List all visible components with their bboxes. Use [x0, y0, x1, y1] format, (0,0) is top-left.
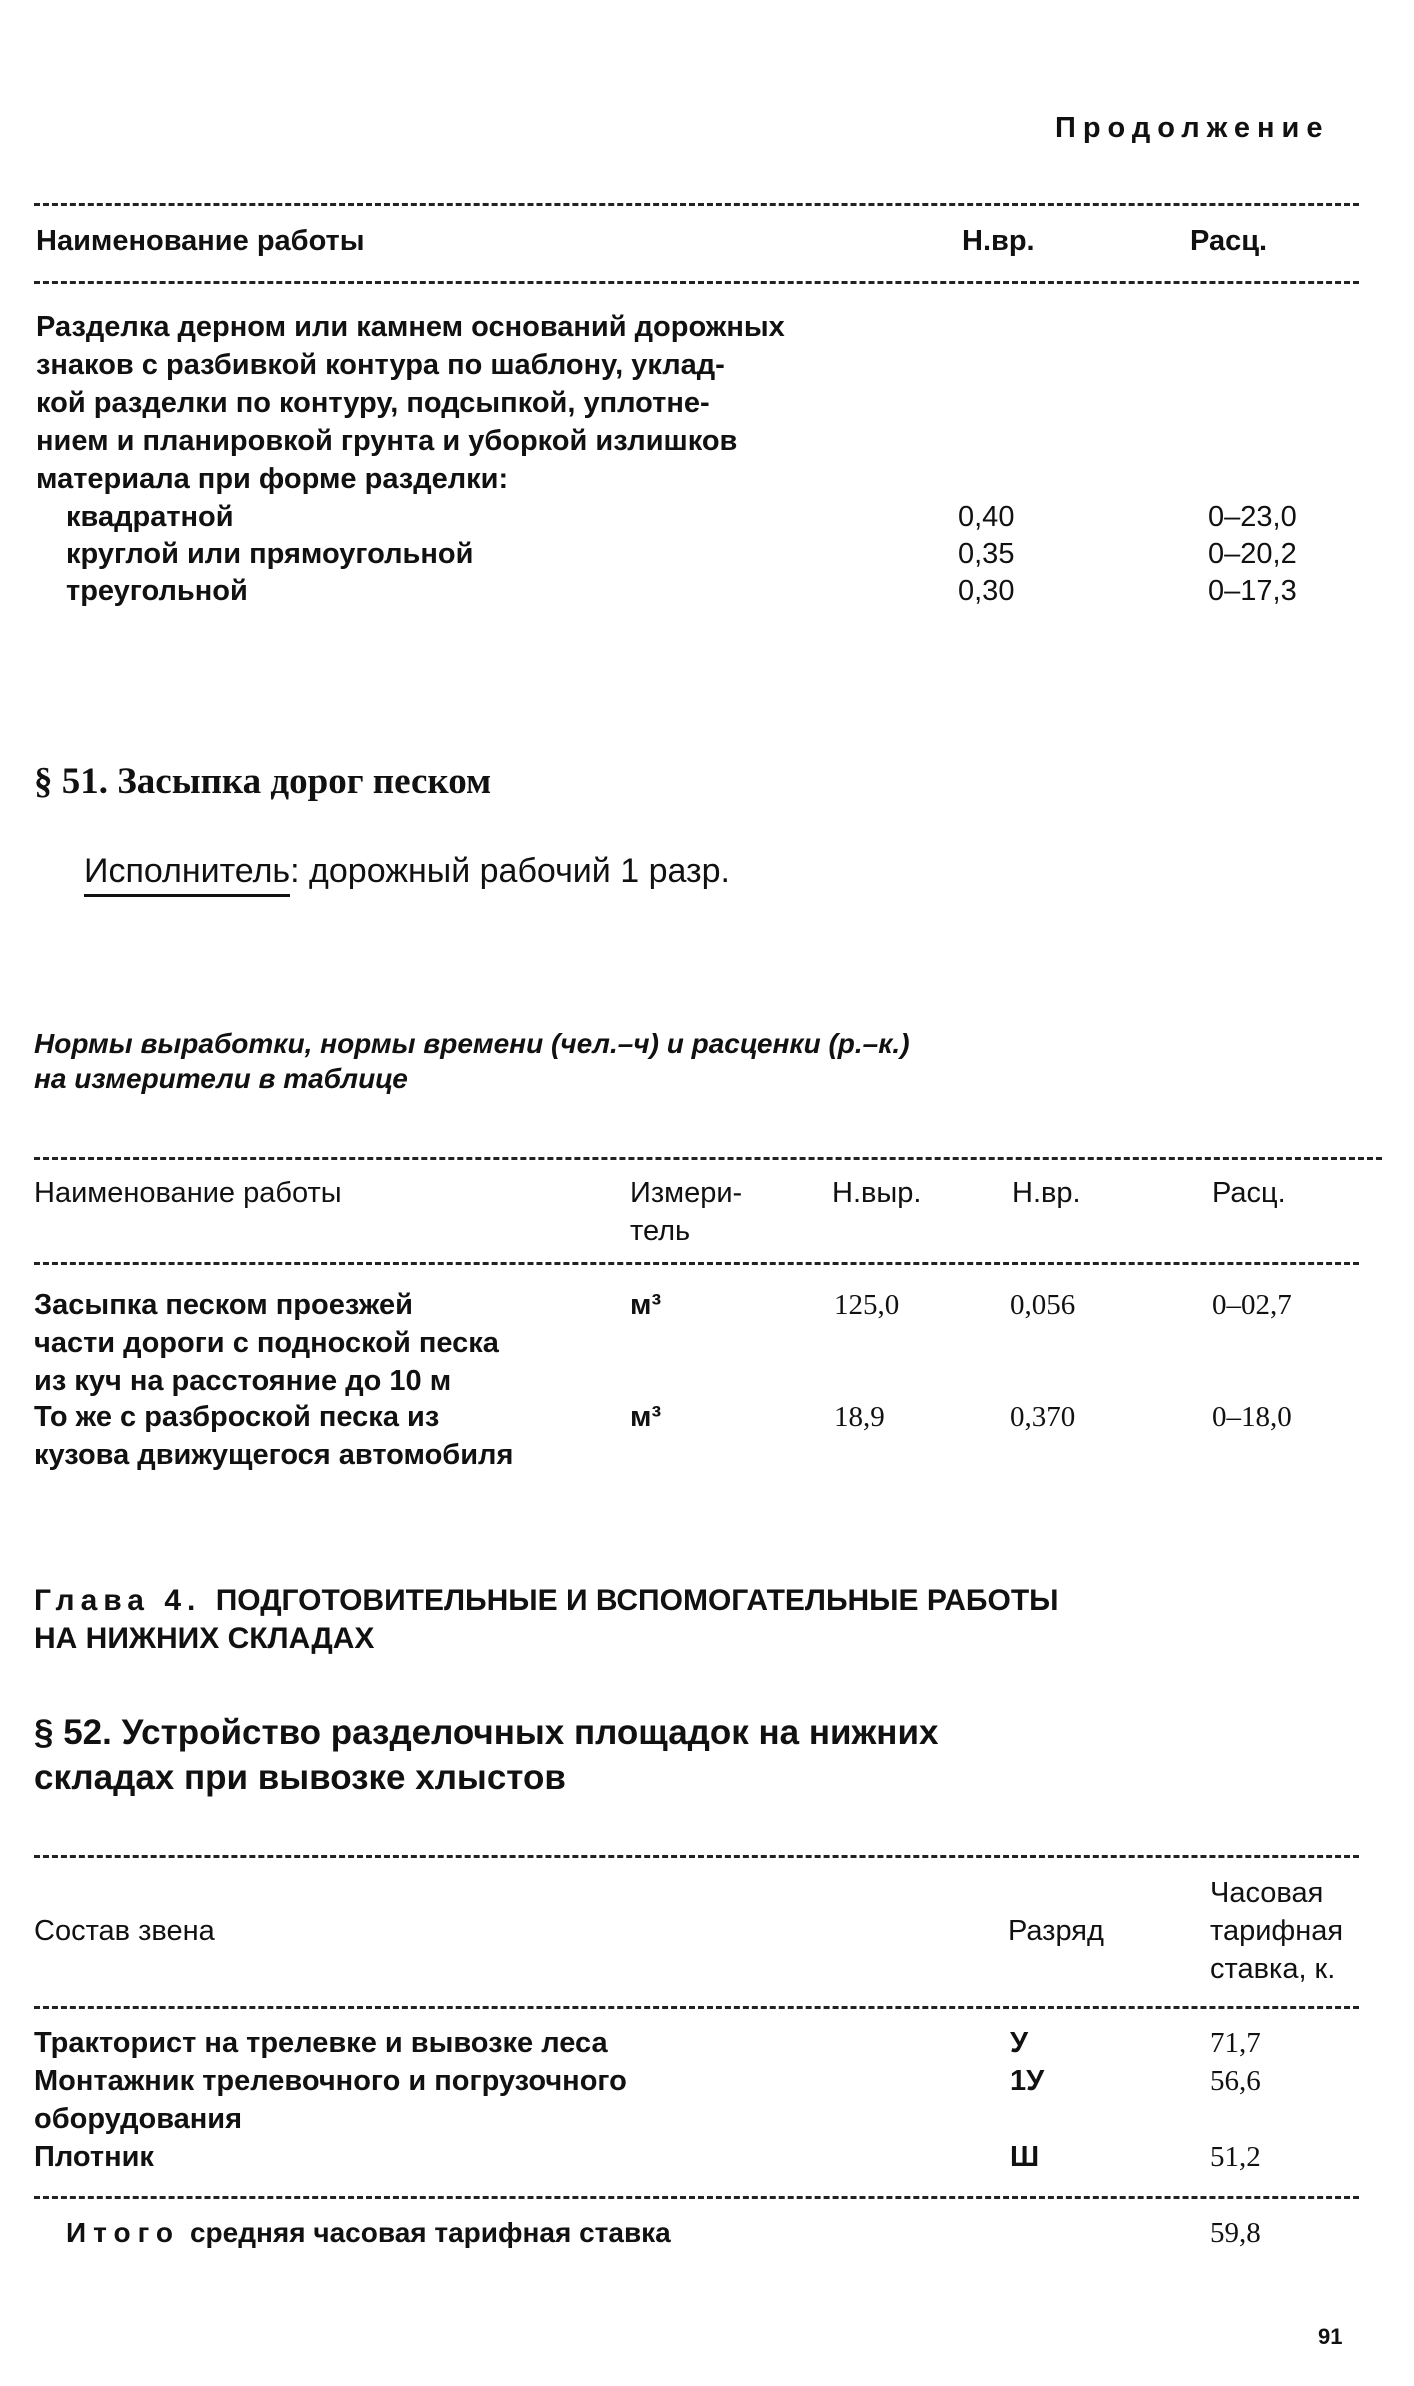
- table3-total-line: [66, 2214, 671, 2252]
- chapter-title-line-1: ПОДГОТОВИТЕЛЬНЫЕ И ВСПОМОГАТЕЛЬНЫЕ РАБОТЫ: [215, 1584, 1059, 1617]
- table2-row-norm-time: 0,056: [1010, 1289, 1076, 1321]
- page-number: 91: [1318, 2324, 1343, 2349]
- performer-text: : дорожный рабочий 1 разр.: [290, 852, 730, 890]
- table3-total-rule: [34, 2196, 1359, 2199]
- chapter-label: Глава 4.: [34, 1584, 202, 1617]
- table2-header-unit-cont: тель: [630, 1215, 691, 1247]
- table1-row-name: треугольной: [66, 575, 248, 607]
- table2-row-rate: 0–02,7: [1212, 1289, 1292, 1321]
- continuation-label: Продолжение: [1055, 112, 1330, 144]
- table3-header-rate-line-2: тарифная: [1210, 1915, 1344, 1947]
- table3-total-text: средняя часовая тарифная ставка: [189, 2217, 671, 2248]
- table3-header-rate-line-3: ставка, к.: [1210, 1953, 1336, 1985]
- table3-row-name: оборудования: [34, 2103, 243, 2135]
- table1-row-rate: 0–20,2: [1208, 538, 1297, 570]
- chapter-title-line-2: НА НИЖНИХ СКЛАДАХ: [34, 1622, 375, 1655]
- table1-row-rate: 0–17,3: [1208, 575, 1297, 607]
- table2-row-name: То же с разброской песка из: [34, 1401, 440, 1433]
- table1-description-line: Разделка дерном или камнем оснований дорожных: [36, 311, 785, 343]
- table2-row-unit: м³: [630, 1401, 662, 1433]
- table2-row-name: кузова движущегося автомобиля: [34, 1439, 514, 1471]
- chapter-heading-line-1: [34, 1584, 1059, 1618]
- table2-header-rule: [34, 1262, 1359, 1265]
- table3-total-value: 59,8: [1210, 2217, 1261, 2249]
- table1-description-line: материала при форме разделки:: [36, 463, 509, 495]
- table1-row-norm-time: 0,30: [958, 575, 1015, 607]
- table3-row-name: Монтажник трелевочного и погрузочного: [34, 2065, 627, 2097]
- table2-top-rule: [34, 1157, 1382, 1160]
- table3-header-rule: [34, 2006, 1359, 2009]
- table2-row-name: из куч на расстояние до 10 м: [34, 1365, 452, 1397]
- table2-row-unit: м³: [630, 1289, 662, 1321]
- table1-row-rate: 0–23,0: [1208, 501, 1297, 533]
- table1-row-name: квадратной: [66, 501, 234, 533]
- table3-row-name: Плотник: [34, 2141, 154, 2173]
- table1-description-line: нием и планировкой грунта и уборкой излишков: [36, 425, 738, 457]
- table3-header-rate-line-1: Часовая: [1210, 1877, 1324, 1909]
- table1-header-rate: Расц.: [1190, 225, 1268, 257]
- table3-top-rule: [34, 1855, 1359, 1858]
- table2-row-output: 18,9: [834, 1401, 885, 1433]
- table3-row-grade: У: [1010, 2027, 1029, 2059]
- table3-header-name: Состав звена: [34, 1915, 215, 1947]
- table2-header-norm-time: Н.вр.: [1012, 1177, 1081, 1209]
- table2-header-unit: Измери-: [630, 1177, 743, 1209]
- norms-caption-line-2: на измерители в таблице: [34, 1063, 408, 1094]
- table3-row-grade: Ш: [1010, 2141, 1040, 2173]
- table2-row-name: Засыпка песком проезжей: [34, 1289, 414, 1321]
- table2-header-name: Наименование работы: [34, 1177, 342, 1209]
- table1-row-name: круглой или прямоугольной: [66, 538, 474, 570]
- table1-header-norm-time: Н.вр.: [962, 225, 1035, 257]
- table2-header-output: Н.выр.: [832, 1177, 922, 1209]
- table3-row-rate: 51,2: [1210, 2141, 1261, 2173]
- table3-row-name: Тракторист на трелевке и вывозке леса: [34, 2027, 608, 2059]
- table2-row-output: 125,0: [834, 1289, 900, 1321]
- section-52-title-line-1: § 52. Устройство разделочных площадок на нижних: [34, 1713, 939, 1752]
- performer-line: [84, 852, 730, 891]
- section-51-title: § 51. Засыпка дорог песком: [34, 761, 492, 802]
- table1-header-rule: [34, 281, 1359, 284]
- table1-row-norm-time: 0,40: [958, 501, 1015, 533]
- table3-row-rate: 56,6: [1210, 2065, 1261, 2097]
- table1-description-line: знаков с разбивкой контура по шаблону, уклад-: [36, 349, 725, 381]
- table1-top-rule: [34, 203, 1359, 206]
- table2-row-norm-time: 0,370: [1010, 1401, 1076, 1433]
- table1-description-line: кой разделки по контуру, подсыпкой, уплотне-: [36, 387, 710, 419]
- table3-header-grade: Разряд: [1008, 1915, 1104, 1947]
- table2-row-rate: 0–18,0: [1212, 1401, 1292, 1433]
- table2-row-name: части дороги с подноской песка: [34, 1327, 499, 1359]
- performer-label: Исполнитель: [84, 852, 290, 897]
- table1-header-name: Наименование работы: [36, 225, 365, 257]
- table2-header-rate: Расц.: [1212, 1177, 1286, 1209]
- table3-row-rate: 71,7: [1210, 2027, 1261, 2059]
- table1-row-norm-time: 0,35: [958, 538, 1015, 570]
- table3-row-grade: 1У: [1010, 2065, 1045, 2097]
- section-52-title-line-2: складах при вывозке хлыстов: [34, 1758, 566, 1797]
- table3-total-label: Итого: [66, 2217, 180, 2248]
- norms-caption-line-1: Нормы выработки, нормы времени (чел.–ч) и расценки (р.–к.): [34, 1028, 910, 1059]
